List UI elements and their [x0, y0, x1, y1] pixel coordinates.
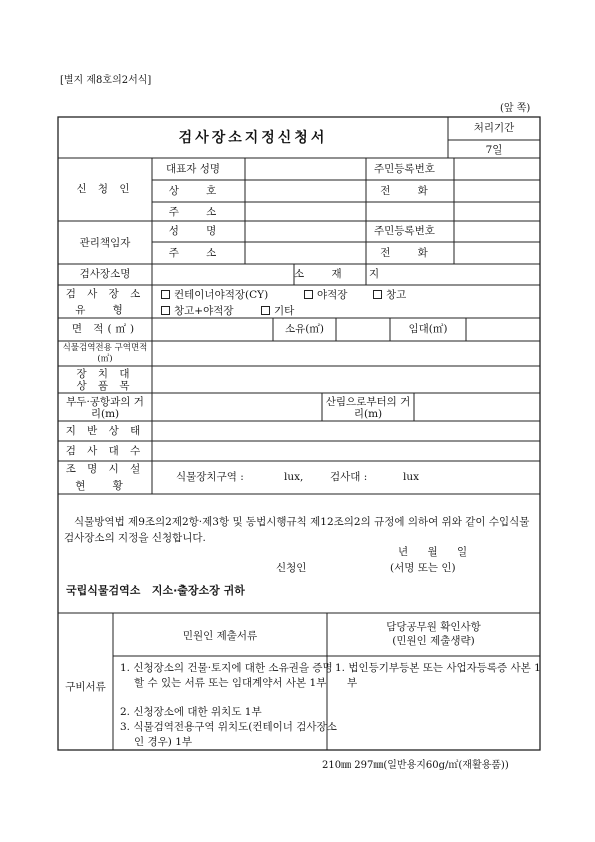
checkbox-icon — [373, 290, 382, 299]
date-line: 년 월 일 — [398, 546, 468, 558]
sign-note: (서명 또는 인) — [390, 562, 456, 574]
applicant-doc-item-1: 1. 신청장소의 건물·토지에 대한 소유권을 증명할 수 있는 서류 또는 임대계약서 사본 1부 — [120, 662, 333, 689]
required-docs-label: 구비서류 — [65, 681, 106, 693]
site-type-label-line2: 유 형 — [75, 304, 135, 316]
form-number-label: [별지 제8호의2서식] — [60, 75, 152, 86]
port-distance-field[interactable] — [153, 394, 321, 420]
site-type-option-warehouse[interactable]: 창고 — [373, 290, 406, 301]
inspection-tables-field[interactable] — [153, 442, 539, 460]
checkbox-icon — [161, 306, 170, 315]
site-type-option-yard[interactable]: 야적장 — [304, 290, 347, 301]
area-label: 면 적(㎡) — [71, 323, 139, 335]
inspection-table-lux-label: 검사대 : — [330, 471, 368, 483]
rep-name-label: 대표자 성명 — [166, 163, 221, 175]
applicant-doc-item-2: 2. 신청장소에 대한 위치도 1부 — [120, 706, 262, 718]
lighting-label-line2: 현 황 — [75, 480, 135, 492]
leased-area-label: 임대(㎡) — [408, 323, 448, 335]
storage-zone-lux-label: 식물장치구역 : — [176, 471, 244, 483]
applicant-docs-header: 민원인 제출서류 — [182, 630, 258, 642]
applicant-section-label: 신 청 인 — [76, 183, 134, 195]
application-statement: 식물방역법 제9조의2제2항·제3항 및 동법시행규칙 제12조의2의 규정에 의하여 위와 같이 수입식물 검사장소의 지정을 신청합니다. — [64, 516, 530, 544]
applicant-resident-no-field[interactable] — [455, 159, 539, 179]
page-side-label: (앞 쪽) — [500, 103, 531, 114]
company-name-field[interactable] — [246, 181, 365, 201]
storage-items-field[interactable] — [153, 367, 539, 392]
quarantine-area-field[interactable] — [153, 342, 539, 365]
checkbox-icon — [304, 290, 313, 299]
site-name-field[interactable] — [153, 265, 293, 284]
manager-name-field[interactable] — [246, 222, 365, 241]
manager-phone-field[interactable] — [455, 243, 539, 263]
site-type-option-cy[interactable]: 컨테이너야적장(CY) — [161, 290, 268, 301]
site-type-label-line1: 검 사 장 소 — [65, 288, 145, 300]
location-field[interactable] — [367, 265, 539, 284]
storage-items-label: 장 치 대 상 품 목 — [76, 368, 134, 392]
official-doc-item-1: 1. 법인등기부등본 또는 사업자등록증 사본 1부 — [335, 662, 541, 689]
rep-name-field[interactable] — [246, 159, 365, 179]
manager-section-label: 관리책임자 — [79, 237, 131, 249]
forest-distance-field[interactable] — [415, 394, 539, 420]
signer-label: 신청인 — [276, 562, 307, 574]
ground-condition-label: 지 반 상 태 — [65, 425, 145, 437]
quarantine-area-label: 식물검역전용 구역면적(㎡) — [62, 343, 148, 364]
form-title: 검사장소지정신청서 — [178, 130, 328, 146]
applicant-resident-no-label: 주민등록번호 — [374, 163, 435, 175]
site-type-option-warehouse-yard[interactable]: 창고+야적장 — [161, 306, 234, 317]
checkbox-icon — [161, 290, 170, 299]
manager-address-field[interactable] — [246, 243, 365, 263]
forest-distance-label: 산림으로부터의 거리(m) — [325, 396, 411, 420]
owned-area-label: 소유(㎡) — [285, 323, 324, 335]
processing-period-label: 처리기간 — [473, 122, 515, 134]
applicant-address-label: 주 소 — [168, 206, 229, 218]
applicant-phone-label: 전 화 — [380, 185, 440, 197]
location-label: 소 재 지 — [294, 268, 392, 280]
area-field[interactable] — [153, 319, 272, 340]
site-name-label: 검사장소명 — [79, 268, 131, 280]
lux-unit-1: lux, — [284, 471, 304, 483]
signer-field[interactable] — [315, 558, 385, 574]
port-distance-label: 부두·공항과의 거리(m) — [66, 396, 144, 420]
lighting-label-line1: 조 명 시 설 — [65, 463, 145, 475]
manager-resident-no-label: 주민등록번호 — [374, 225, 435, 237]
checkbox-icon — [261, 306, 270, 315]
lux-unit-2: lux — [403, 471, 420, 483]
site-type-option-other[interactable]: 기타 — [261, 306, 294, 317]
inspection-tables-label: 검 사 대 수 — [65, 445, 145, 457]
company-name-label: 상 호 — [168, 185, 229, 197]
ground-condition-field[interactable] — [153, 422, 539, 440]
recipient-line: 국립식물검역소 지소·출장소장 귀하 — [66, 584, 245, 597]
applicant-doc-item-3: 3. 식물검역전용구역 위치도(컨테이너 검사장소인 경우) 1부 — [120, 721, 337, 748]
paper-spec: 210㎜ 297㎜(일반용지60g/㎡(재활용품)) — [322, 760, 509, 771]
manager-address-label: 주 소 — [168, 247, 229, 259]
owned-area-field[interactable] — [337, 319, 389, 340]
official-docs-header-line1: 담당공무원 확인사항 — [386, 621, 481, 633]
processing-period-value: 7일 — [485, 144, 503, 156]
applicant-phone-field[interactable] — [455, 181, 539, 201]
applicant-address-field[interactable] — [246, 203, 539, 220]
manager-name-label: 성 명 — [168, 225, 229, 237]
official-docs-header-line2: (민원인 제출생략) — [392, 635, 475, 647]
manager-phone-label: 전 화 — [380, 247, 440, 259]
leased-area-field[interactable] — [467, 319, 539, 340]
manager-resident-no-field[interactable] — [455, 222, 539, 241]
